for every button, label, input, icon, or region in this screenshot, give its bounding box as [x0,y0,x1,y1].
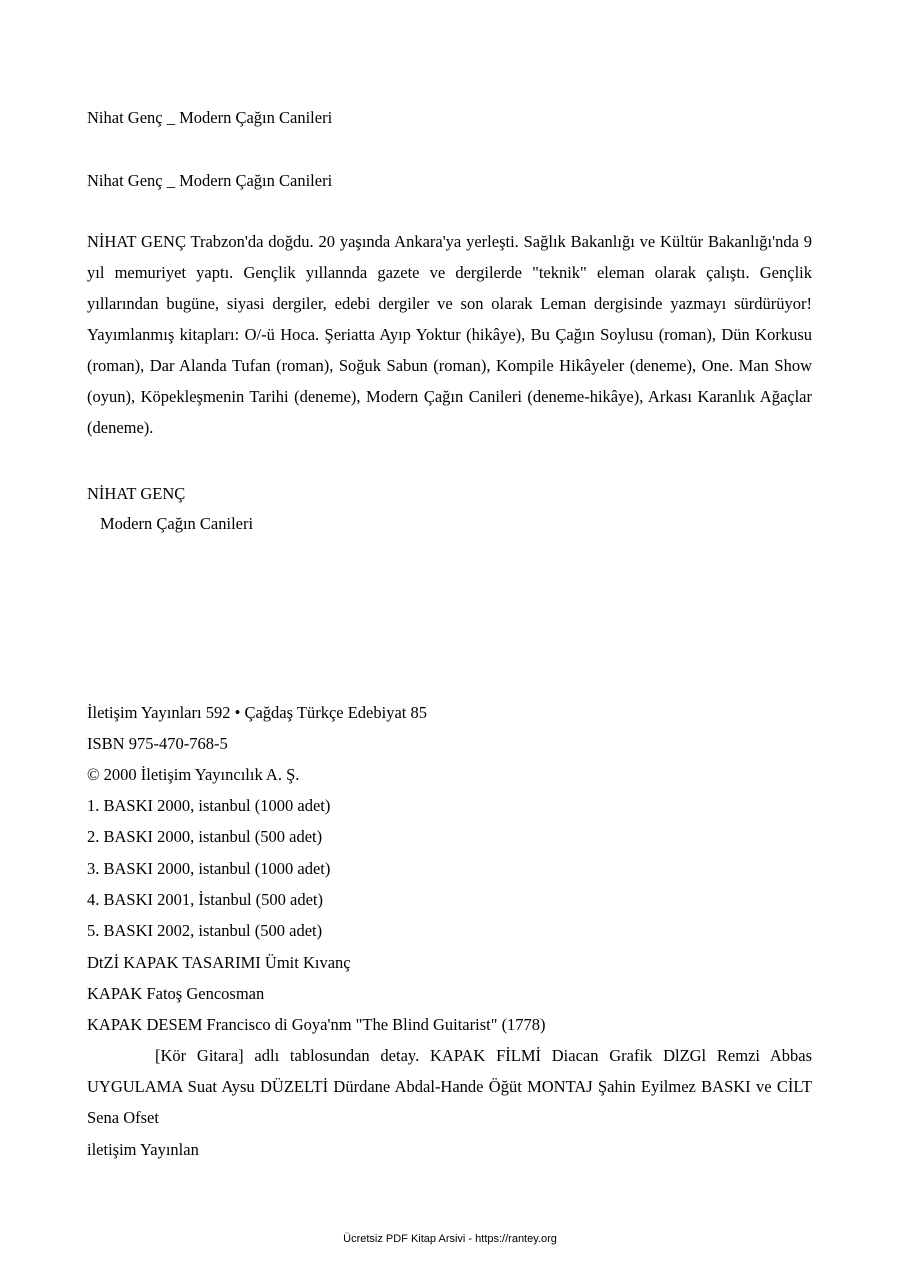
imprint-line: 2. BASKI 2000, istanbul (500 adet) [87,827,323,846]
imprint-line: KAPAK Fatoş Gencosman [87,984,265,1003]
publisher-line: iletişim Yayınlan [87,1140,199,1159]
imprint-line: KAPAK DESEM Francisco di Goya'nm "The Blind Guitarist" (1778) [87,1015,546,1034]
imprint-line: © 2000 İletişim Yayıncılık A. Ş. [87,765,300,784]
imprint-line: 3. BASKI 2000, istanbul (1000 adet) [87,859,331,878]
imprint-line: 5. BASKI 2002, istanbul (500 adet) [87,921,323,940]
page-footer: Ücretsiz PDF Kitap Arsivi - https://rantey.org [343,1233,557,1245]
author-bio-paragraph: NİHAT GENÇ Trabzon'da doğdu. 20 yaşında Ankara'ya yerleşti. Sağlık Bakanlığı ve Kültür Bakanlığı'nda 9 yıl memuriyet yaptı. Gençlik yıllannda gazete ve dergilerde "teknik" eleman olarak çalıştı. Gençlik yıllarından bugüne, siyasi dergiler, edebi dergiler ve son olarak Leman dergisinde yazmayı sürdürüyor! Yayımlanmış kitapları: O/-ü Hoca. Şeriatta Ayıp Yoktur (hikâye), Bu Çağın Soylusu (roman), Dün Korkusu (roman), Dar Alanda Tufan (roman), Soğuk Sabun (roman), Kompile Hikâyeler (deneme), One. Man Show (oyun), Köpekleşmenin Tarihi (deneme), Modern Çağın Canileri (deneme-hikâye), Arkası Karanlık Ağaçlar (deneme). [87,232,812,437]
imprint-line: ISBN 975-470-768-5 [87,734,228,753]
credits-paragraph: [Kör Gitara] adlı tablosundan detay. KAPAK FİLMİ Diacan Grafik DlZGl Remzi Abbas UYGULAMA Suat Aysu DÜZELTİ Dürdane Abdal-Hande Öğüt MONTAJ Şahin Eyilmez BASKI ve CİLT Sena Ofset [87,1046,812,1127]
imprint-line: 1. BASKI 2000, istanbul (1000 adet) [87,796,331,815]
imprint-line: 4. BASKI 2001, İstanbul (500 adet) [87,890,324,909]
header-title-line-1: Nihat Genç _ Modern Çağın Canileri [87,108,333,127]
imprint-line: İletişim Yayınları 592 • Çağdaş Türkçe Edebiyat 85 [87,703,427,722]
imprint-line: DtZİ KAPAK TASARIMI Ümit Kıvanç [87,953,351,972]
book-title: Modern Çağın Canileri [100,514,254,533]
header-title-line-2: Nihat Genç _ Modern Çağın Canileri [87,171,333,190]
author-name: NİHAT GENÇ [87,484,186,503]
